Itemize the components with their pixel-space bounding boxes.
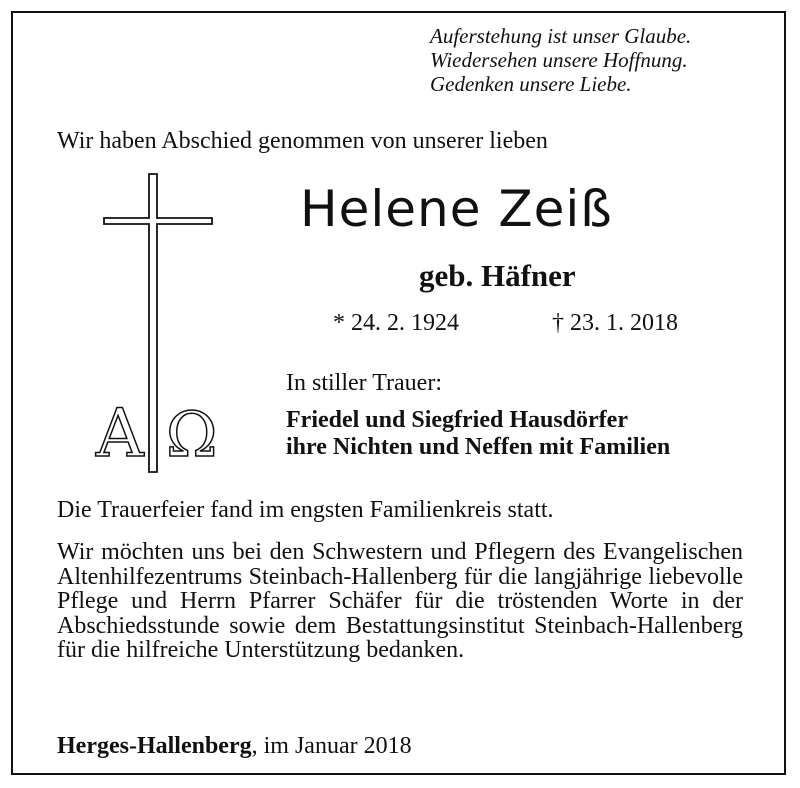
motto-verse	[430, 24, 691, 96]
motto-line: Gedenken unsere Liebe.	[430, 72, 632, 96]
mourner-line: Friedel und Siegfried Hausdörfer	[286, 407, 628, 433]
deceased-name: Helene Zeiß	[300, 180, 613, 238]
death-date: † 23. 1. 2018	[552, 310, 678, 336]
maiden-name: geb. Häfner	[419, 258, 576, 293]
closing-place: Herges-Hallenberg	[57, 733, 252, 759]
motto-line: Wiedersehen unsere Hoffnung.	[430, 48, 688, 72]
cross-alpha-omega-icon	[92, 172, 232, 482]
birth-date: * 24. 2. 1924	[333, 310, 459, 336]
mourners-list	[286, 407, 670, 461]
thanks-paragraph: Wir möchten uns bei den Schwestern und Pflegern des Evangelischen Altenhilfezentrums Steinbach-Hallenberg für die langjährige liebevolle Pflege und Herrn Pfarrer Schäfer für die tröstenden Worte in der Abschiedsstunde sowie dem Bestattungsinstitut Steinbach-Hallenberg für die hilfreiche Unterstützung bedanken.	[57, 539, 743, 663]
motto-line: Auferstehung ist unser Glaube.	[430, 24, 692, 48]
intro-text: Wir haben Abschied genommen von unserer lieben	[57, 128, 548, 154]
closing-line	[57, 733, 412, 760]
mourning-label: In stiller Trauer:	[286, 370, 442, 396]
closing-date: , im Januar 2018	[251, 733, 412, 759]
alpha-symbol: A	[96, 395, 144, 472]
omega-symbol: Ω	[166, 398, 218, 471]
mourner-line: ihre Nichten und Neffen mit Familien	[286, 434, 671, 460]
funeral-notice: Die Trauerfeier fand im engsten Familienkreis statt.	[57, 497, 554, 523]
